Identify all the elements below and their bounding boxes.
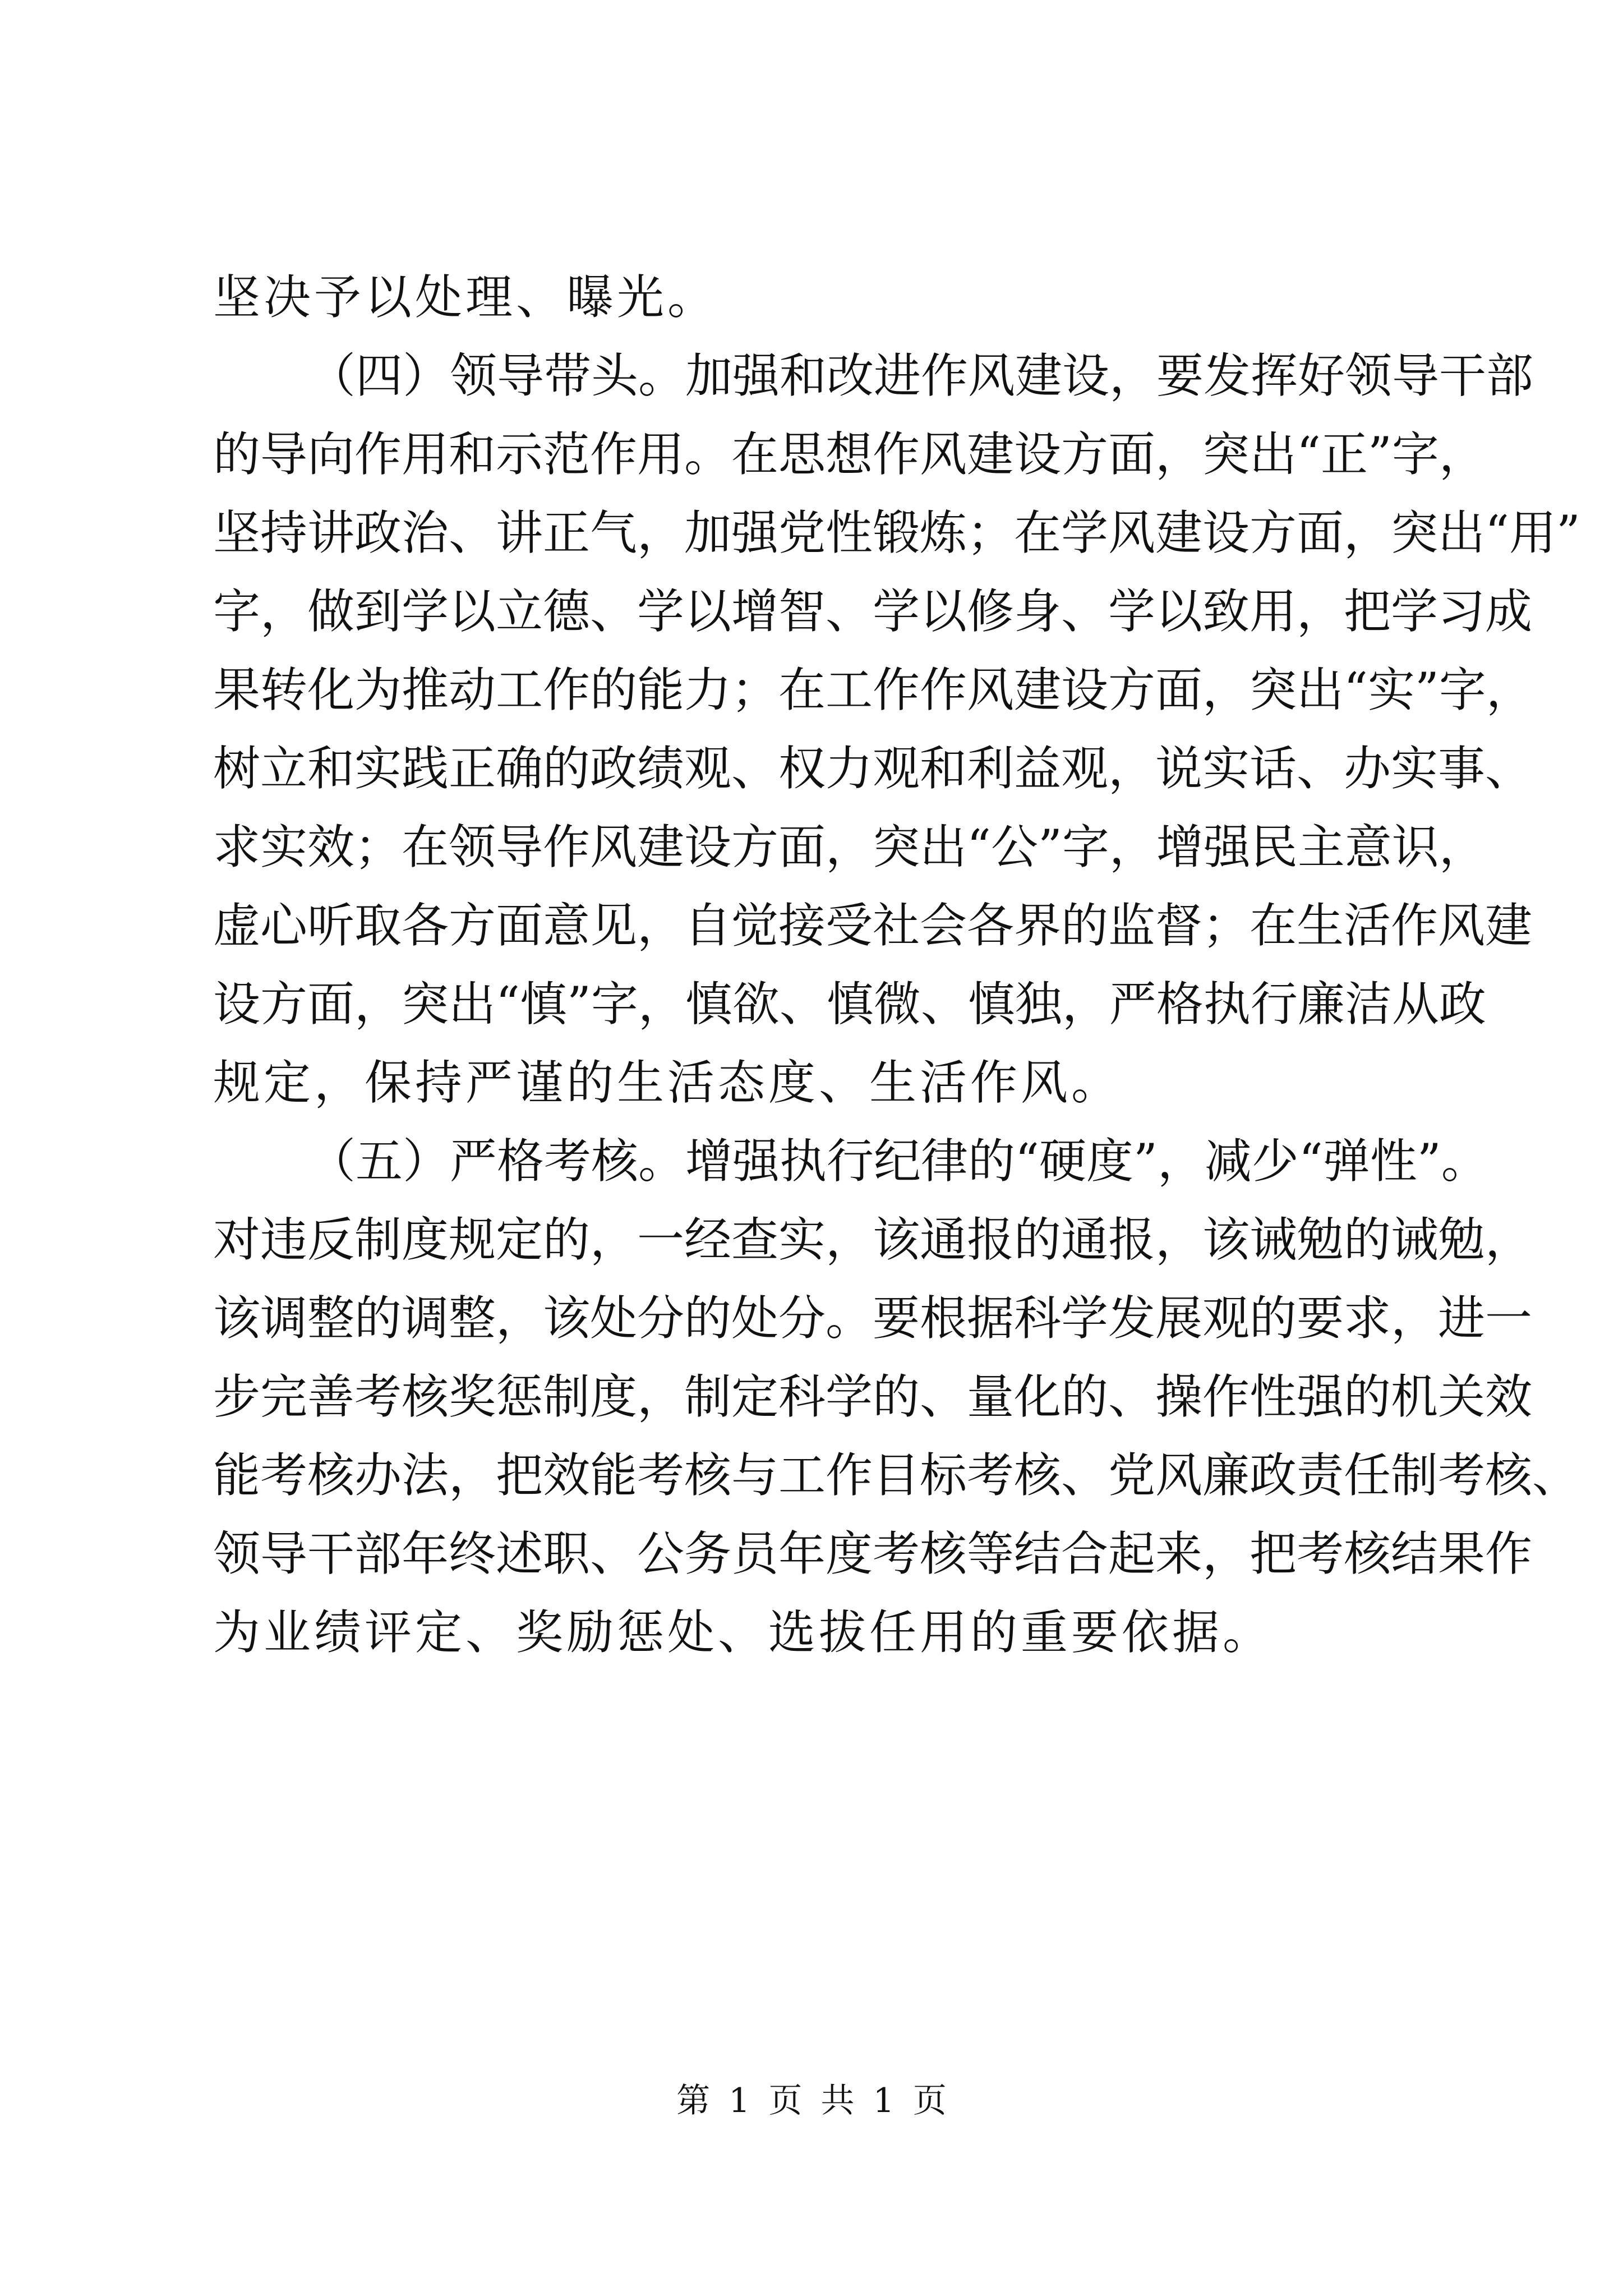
text-line: 能考核办法，把效能考核与工作目标考核、党风廉政责任制考核、 <box>213 1448 1580 1503</box>
paragraph-5-heading-line: （五）严格考核。增强执行纪律的“硬度”，减少“弹性”。 <box>308 1134 1488 1189</box>
text-line: 坚决予以处理、曝光。 <box>213 270 718 325</box>
text-line: 的导向作用和示范作用。在思想作风建设方面，突出“正”字， <box>213 427 1486 482</box>
text-line: 设方面，突出“慎”字，慎欲、慎微、慎独，严格执行廉洁从政 <box>213 977 1486 1032</box>
paragraph-4-heading-line: （四）领导带头。加强和改进作风建设，要发挥好领导干部 <box>308 348 1534 403</box>
text-line: 求实效；在领导作风建设方面，突出“公”字，增强民主意识， <box>213 820 1486 875</box>
text-line: 规定，保持严谨的生活态度、生活作风。 <box>213 1055 1122 1110</box>
text-line: 领导干部年终述职、公务员年度考核等结合起来，把考核结果作 <box>213 1526 1533 1581</box>
text-line: 为业绩评定、奖励惩处、选拔任用的重要依据。 <box>213 1605 1274 1660</box>
text-line: 对违反制度规定的，一经查实，该通报的通报，该诫勉的诫勉， <box>213 1212 1533 1267</box>
text-line: 果转化为推动工作的能力；在工作作风建设方面，突出“实”字， <box>213 662 1533 717</box>
text-line: 步完善考核奖惩制度，制定科学的、量化的、操作性强的机关效 <box>213 1369 1533 1424</box>
text-line: 坚持讲政治、讲正气，加强党性锻炼；在学风建设方面，突出“用” <box>213 505 1580 560</box>
text-line: 字，做到学以立德、学以增智、学以修身、学以致用，把学习成 <box>213 584 1533 639</box>
text-line: 树立和实践正确的政绩观、权力观和利益观，说实话、办实事、 <box>213 741 1533 796</box>
text-line: 虚心听取各方面意见，自觉接受社会各界的监督；在生活作风建 <box>213 898 1533 953</box>
page-number-footer: 第 1 页 共 1 页 <box>676 2081 947 2120</box>
text-line: 该调整的调整，该处分的处分。要根据科学发展观的要求，进一 <box>213 1291 1533 1346</box>
